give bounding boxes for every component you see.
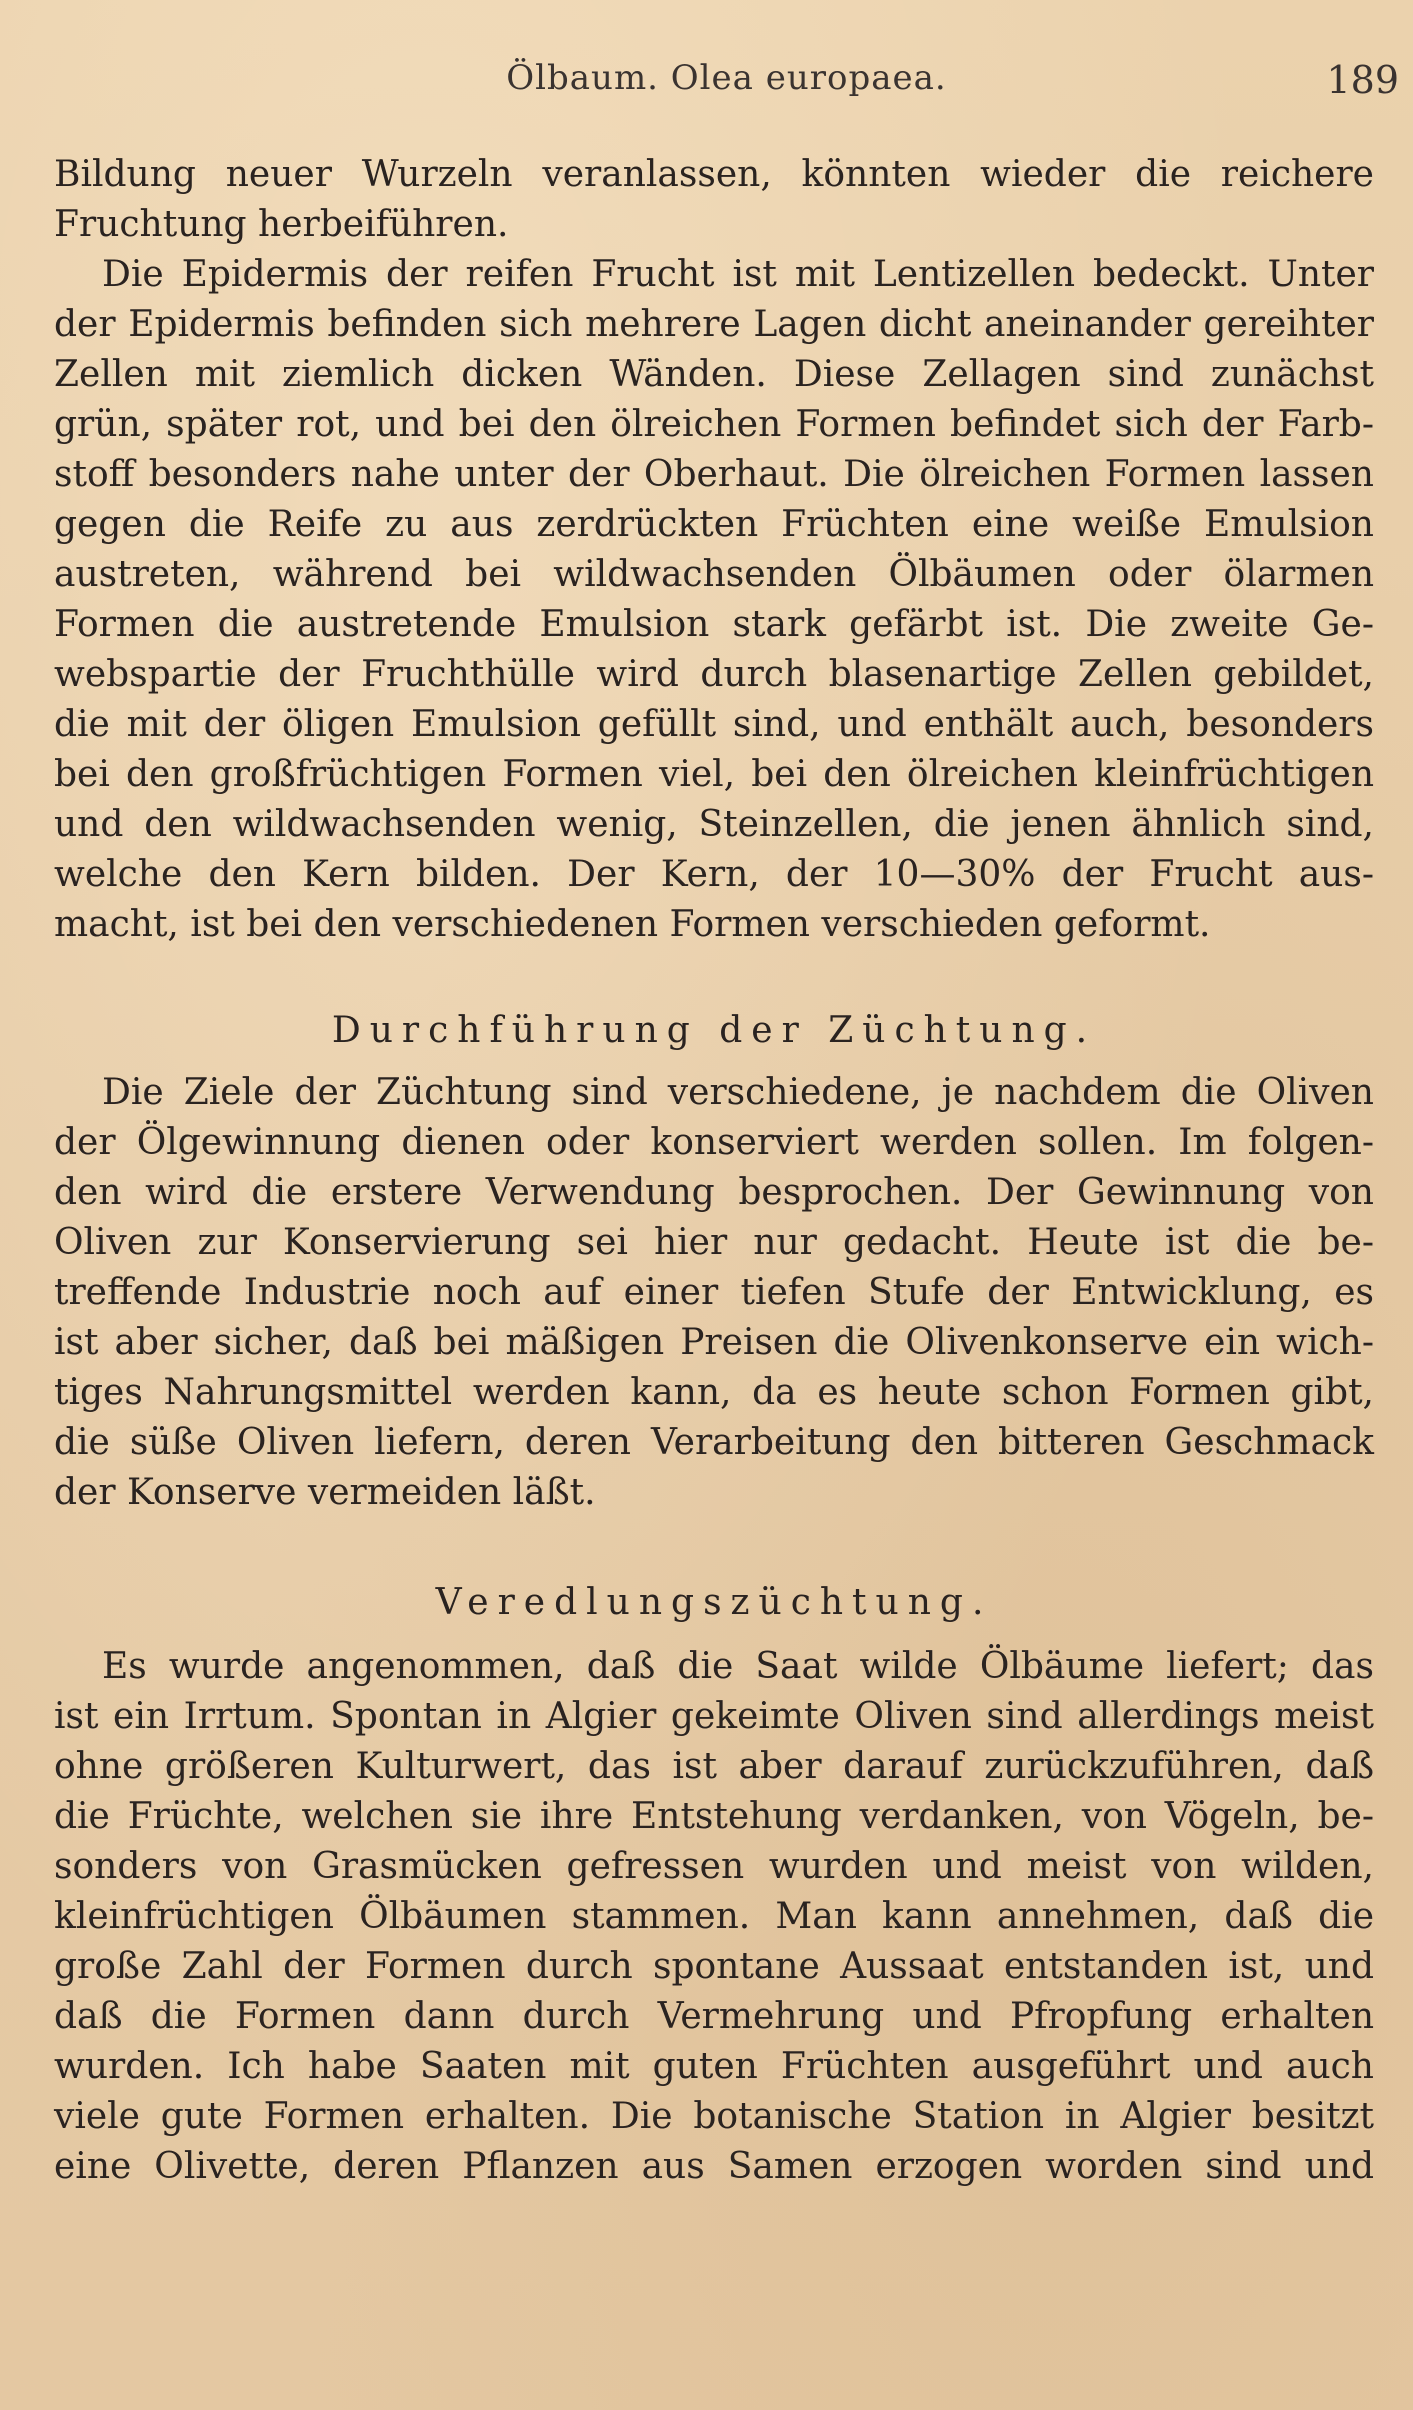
text-line: Die Ziele der Züchtung sind verschiedene, je nachdem die Oliven xyxy=(102,1072,1374,1113)
text-line: viele gute Formen erhalten. Die botanische Station in Algier besitzt xyxy=(54,2096,1374,2137)
text-line: daß die Formen dann durch Vermehrung und Pfropfung erhalten xyxy=(54,1996,1374,2037)
section-heading-durchfuehrung: Durchführung der Züchtung. xyxy=(331,1010,1097,1051)
text-line: die Früchte, welchen sie ihre Entstehung verdanken, von Vögeln, be- xyxy=(54,1796,1374,1837)
text-line: macht, ist bei den verschiedenen Formen verschieden geformt. xyxy=(54,904,1211,945)
section-heading-veredlung: Veredlungszüchtung. xyxy=(435,1582,993,1623)
text-line: ist aber sicher, daß bei mäßigen Preisen die Olivenkonserve ein wich- xyxy=(54,1322,1374,1363)
text-line: Bildung neuer Wurzeln veranlassen, könnten wieder die reichere xyxy=(54,154,1374,195)
text-line: austreten, während bei wildwachsenden Ölbäumen oder ölarmen xyxy=(54,554,1374,595)
text-line: Zellen mit ziemlich dicken Wänden. Diese Zellagen sind zunächst xyxy=(54,354,1374,395)
text-line: die süße Oliven liefern, deren Verarbeitung den bitteren Geschmack xyxy=(54,1422,1374,1463)
text-line: stoff besonders nahe unter der Oberhaut. Die ölreichen Formen lassen xyxy=(54,454,1374,495)
text-line: der Konserve vermeiden läßt. xyxy=(54,1472,596,1513)
text-line: wurden. Ich habe Saaten mit guten Früchten ausgeführt und auch xyxy=(54,2046,1374,2087)
text-line: treffende Industrie noch auf einer tiefen Stufe der Entwicklung, es xyxy=(54,1272,1374,1313)
text-line: Formen die austretende Emulsion stark gefärbt ist. Die zweite Ge- xyxy=(54,604,1374,645)
text-line: den wird die erstere Verwendung besprochen. Der Gewinnung von xyxy=(54,1172,1374,1213)
text-line: gegen die Reife zu aus zerdrückten Früchten eine weiße Emulsion xyxy=(54,504,1374,545)
text-line: die mit der öligen Emulsion gefüllt sind, und enthält auch, besonders xyxy=(54,704,1374,745)
body-text xyxy=(54,150,1374,2192)
text-line: Es wurde angenommen, daß die Saat wilde Ölbäume liefert; das xyxy=(102,1646,1374,1687)
text-line: der Ölgewinnung dienen oder konserviert werden sollen. Im folgen- xyxy=(54,1122,1374,1163)
text-line: ist ein Irrtum. Spontan in Algier gekeimte Oliven sind allerdings meist xyxy=(54,1696,1374,1737)
text-line: Fruchtung herbeiführen. xyxy=(54,204,509,245)
running-head xyxy=(54,58,1399,108)
text-line: eine Olivette, deren Pflanzen aus Samen erzogen worden sind und xyxy=(54,2146,1374,2187)
text-line: bei den großfrüchtigen Formen viel, bei den ölreichen kleinfrüchtigen xyxy=(54,754,1374,795)
section-gap xyxy=(54,950,1374,1006)
text-line: welche den Kern bilden. Der Kern, der 10—30% der Frucht aus- xyxy=(54,854,1374,895)
text-line: kleinfrüchtigen Ölbäumen stammen. Man kann annehmen, daß die xyxy=(54,1896,1374,1937)
text-line: tiges Nahrungsmittel werden kann, da es heute schon Formen gibt, xyxy=(54,1372,1374,1413)
section-gap xyxy=(54,1628,1374,1642)
text-line: und den wildwachsenden wenig, Steinzellen, die jenen ähnlich sind, xyxy=(54,804,1374,845)
text-line: ohne größeren Kulturwert, das ist aber darauf zurückzuführen, daß xyxy=(54,1746,1374,1787)
text-line: sonders von Grasmücken gefressen wurden und meist von wilden, xyxy=(54,1846,1374,1887)
text-line: grün, später rot, und bei den ölreichen Formen befindet sich der Farb- xyxy=(54,404,1374,445)
text-line: der Epidermis befinden sich mehrere Lagen dicht aneinander gereihter xyxy=(54,304,1374,345)
page-number: 189 xyxy=(1326,58,1399,102)
running-title: Ölbaum. Olea europaea. xyxy=(506,58,947,98)
text-line: Die Epidermis der reifen Frucht ist mit Lentizellen bedeckt. Unter xyxy=(102,254,1374,295)
section-gap xyxy=(54,1056,1374,1068)
text-line: webspartie der Fruchthülle wird durch blasenartige Zellen gebildet, xyxy=(54,654,1374,695)
text-line: Oliven zur Konservierung sei hier nur gedacht. Heute ist die be- xyxy=(54,1222,1374,1263)
section-gap xyxy=(54,1518,1374,1578)
text-line: große Zahl der Formen durch spontane Aussaat entstanden ist, und xyxy=(54,1946,1374,1987)
